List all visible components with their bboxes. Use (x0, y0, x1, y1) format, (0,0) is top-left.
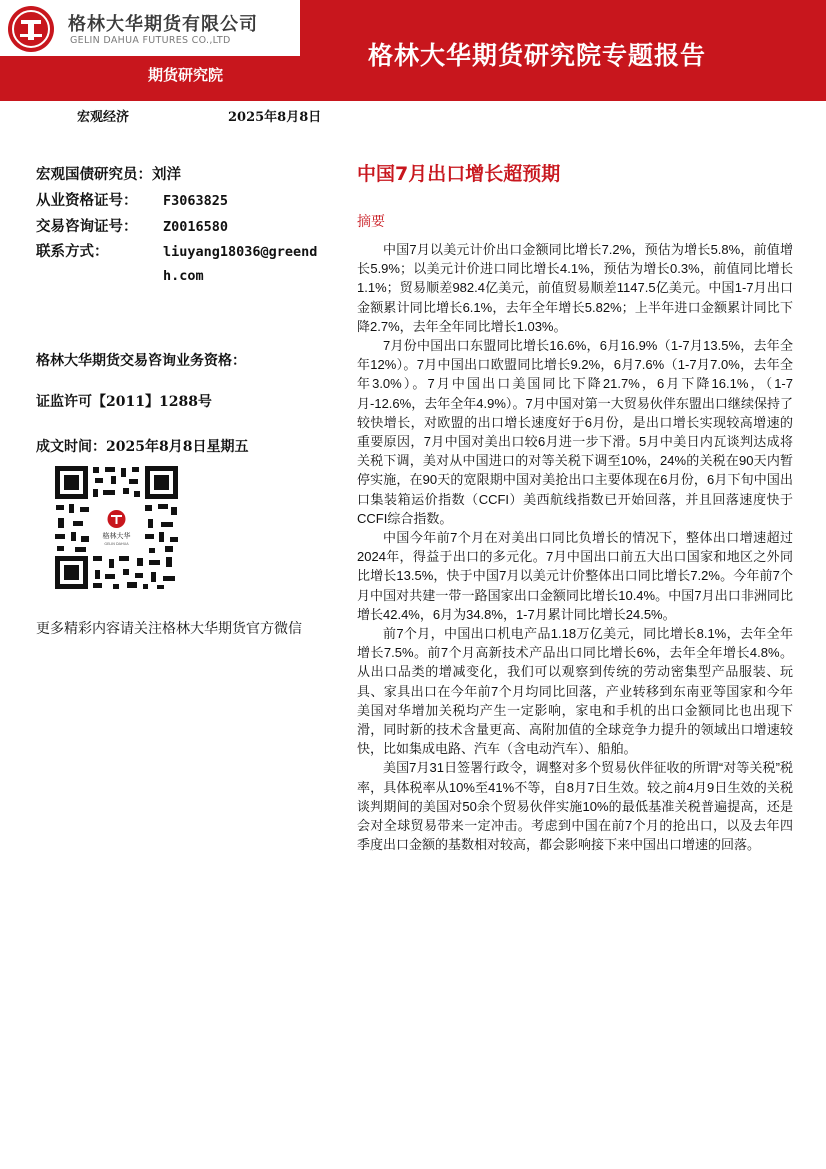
gelin-dahua-logo-icon (6, 4, 56, 54)
article (357, 160, 793, 855)
qr-center-subtext: GELIN DAHUA (104, 542, 129, 546)
license-title: 格林大华期货交易咨询业务资格： (36, 353, 246, 369)
report-series-title: 格林大华期货研究院专题报告 (368, 41, 707, 70)
abstract-paragraph: 前7个月，中国出口机电产品1.18万亿美元，同比增长8.1%，去年全年增长7.5%。前7个月高新技术产品出口同比增长6%，去年全年增长4.8%。从出口品类的增减变化，我们可以观察到传统的劳动密集型产品服装、玩具、家具出口在今年前7个月均同比回落，产业转移到东南亚等国家和今年美国对华增加关税均产生一定影响，家电和手机的出口金额同比也出现下滑，同时新的技术含量更高、高附加值的全球竞争力提升的领域出口增速较快，比如集成电路、汽车（含电动汽车）、船舶。 (357, 626, 793, 757)
qualification-number: F3063825 (163, 193, 229, 209)
written-time: 成文时间：2025年8月8日星期五 (36, 439, 249, 455)
report-header (0, 0, 826, 101)
qr-center-text: 格林大华 (102, 532, 131, 540)
author-name: 刘洋 (152, 166, 181, 183)
contact-label: 联系方式： (36, 243, 109, 260)
report-date: 2025年8月8日 (228, 110, 322, 125)
author-role-label: 宏观国债研究员： (36, 166, 152, 183)
contact-email[interactable]: liuyang18036@greendh.com (163, 244, 318, 284)
report-category: 宏观经济 (77, 110, 130, 125)
company-name-en: GELIN DAHUA FUTURES CO.,LTD (70, 35, 231, 46)
abstract-paragraph: 7月份中国出口东盟同比增长16.6%，6月16.9%（1-7月13.5%，去年全年12%）。7月中国出口欧盟同比增长9.2%，6月7.6%（1-7月7.0%，去年全年3.0%）。7月中国出口美国同比下降21.7%，6月下降16.1%，（1-7月-12.6%，去年全年4.9%）。7月中国对第一大贸易伙伴东盟出口继续保持了较快增长，对欧盟的出口增长速度好于6月份，是出口增长实现较高增速的重要原因，7月中国对美出口较6月进一步下滑。5月中美日内瓦谈判达成将关税下调，美对从中国进口的对等关税下调至10%，24%的关税在90天内暂停实施，在90天的宽限期中国对美抢出口主要体现在6月份，6月下旬中国出口集装箱运价指数（CCFI）美西航线指数已开始回落，并且回落速度快于CCFI综合指数。 (357, 338, 793, 526)
contact-row (36, 240, 336, 288)
author-info (36, 162, 336, 288)
article-title: 中国7月出口增长超预期 (357, 163, 561, 185)
abstract-paragraph: 中国7月以美元计价出口金额同比增长7.2%，预估为增长5.8%，前值增长5.9%；以美元计价进口同比增长4.1%，预估为增长0.3%，前值同比增长1.1%；贸易顺差982.4亿美元，前值贸易顺差1147.5亿美元。中国1-7月出口金额累计同比增长6.1%，去年全年增长5.82%；上半年进口金额累计同比下降2.7%，去年全年同比增长1.03%。 (357, 242, 793, 334)
company-name-cn: 格林大华期货有限公司 (68, 14, 258, 35)
abstract-paragraph: 中国今年前7个月在对美出口同比负增长的情况下，整体出口增速超过2024年，得益于出口的多元化。7月中国出口前五大出口国家和地区之外同比增长13.5%，快于中国7月以美元计价整体出口同比增长7.2%。今年前7个月中国对共建一带一路国家出口金额同比增长10.4%。中国7月出口非洲同比增长42.4%，6月为34.8%，1-7月累计同比增长24.5%。 (357, 530, 793, 622)
license-permit: 证监许可【2011】1288号 (36, 394, 212, 410)
abstract-heading: 摘要 (357, 214, 385, 230)
department-name: 期货研究院 (148, 66, 224, 84)
author-row (36, 162, 336, 188)
consult-number: Z0016580 (163, 219, 229, 235)
consult-row (36, 214, 336, 240)
qualification-label: 从业资格证号： (36, 192, 138, 209)
follow-wechat-text: 更多精彩内容请关注格林大华期货官方微信 (36, 621, 302, 637)
consult-label: 交易咨询证号： (36, 218, 138, 235)
qualification-row (36, 188, 336, 214)
abstract-paragraph: 美国7月31日签署行政令，调整对多个贸易伙伴征收的所谓“对等关税”税率，具体税率从10%至41%不等，自8月7日生效。较之前4月9日生效的关税谈判期间的美国对50余个贸易伙伴实施10%的最低基准关税普遍提高，还是会对全球贸易带来一定冲击。考虑到中国在前7个月的抢出口，以及去年四季度出口金额的基数相对较高，都会影响接下来中国出口增速的回落。 (357, 760, 793, 853)
wechat-qr-code-icon (53, 464, 180, 591)
abstract-body (357, 240, 793, 855)
